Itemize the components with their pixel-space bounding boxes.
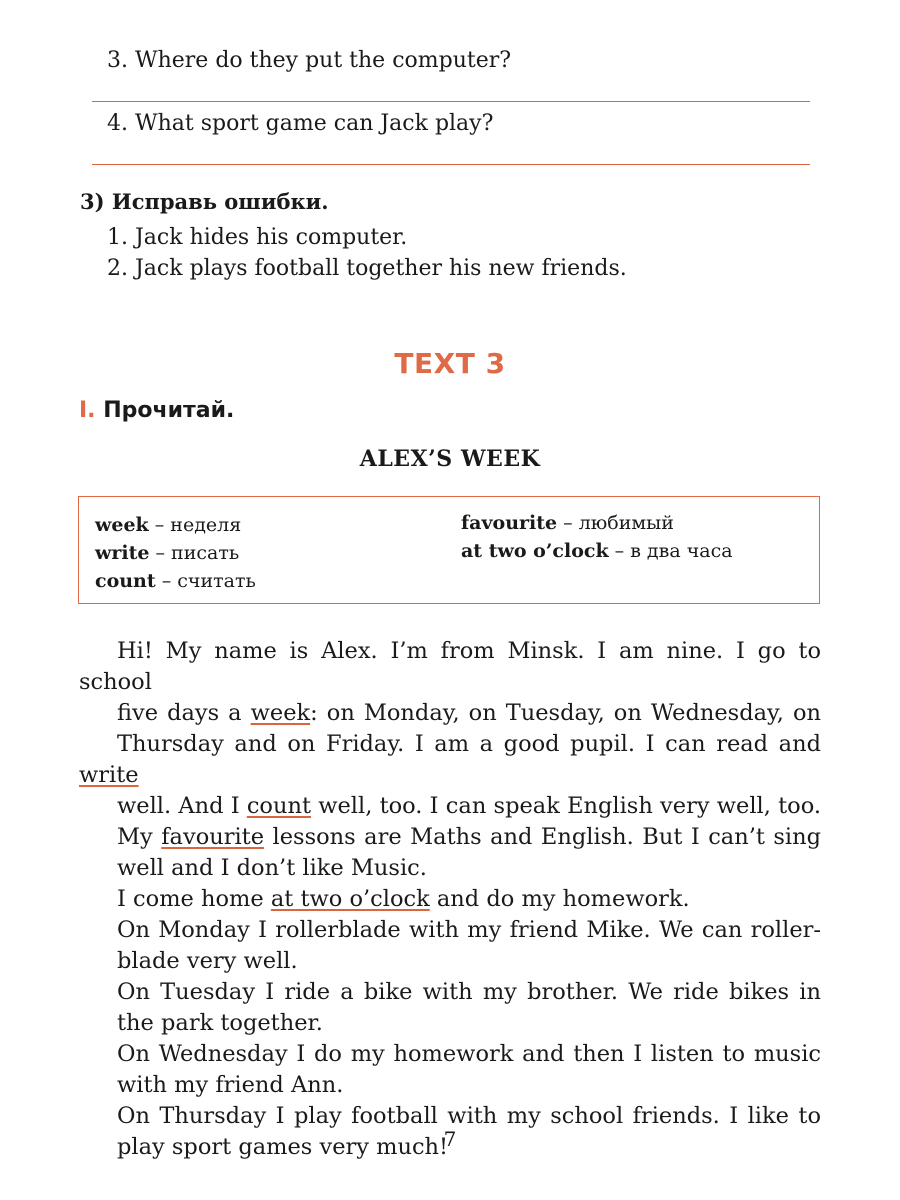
vocab-translation: – неделя xyxy=(148,514,242,536)
vocab-translation: – писать xyxy=(149,542,240,564)
story-line: play sport games very much! xyxy=(117,1134,449,1160)
story-line: well. And I count well, too. I can speak English very well, too. xyxy=(117,793,821,819)
story-body xyxy=(79,636,821,1163)
vocab-highlight-count: count xyxy=(246,793,311,819)
task-3-heading: 3) Исправь ошибки. xyxy=(80,189,329,214)
vocab-entry xyxy=(95,541,239,565)
correction-item-1: 1. Jack hides his computer. xyxy=(107,225,408,250)
answer-line-3[interactable] xyxy=(92,101,810,102)
story-line: On Thursday I play football with my school friends. I like to xyxy=(117,1103,821,1129)
story-line: five days a week: on Monday, on Tuesday, on Wednesday, on xyxy=(117,700,821,726)
story-paragraph xyxy=(79,977,821,1039)
story-paragraph xyxy=(79,915,821,977)
story-line: On Monday I rollerblade with my friend Mike. We can roller- xyxy=(117,917,821,943)
story-paragraph xyxy=(79,884,821,915)
vocab-entry xyxy=(95,569,256,593)
story-line: I come home at two o’clock and do my homework. xyxy=(117,886,690,912)
vocab-word: at two o’clock xyxy=(461,540,609,562)
vocab-word: count xyxy=(95,570,156,592)
page-number: 7 xyxy=(443,1127,457,1151)
vocab-translation: – в два часа xyxy=(608,540,733,562)
story-line: On Wednesday I do my homework and then I listen to music xyxy=(117,1041,821,1067)
story-line: Thursday and on Friday. I am a good pupil. I can read and write xyxy=(79,731,821,788)
answer-line-4[interactable] xyxy=(92,164,810,165)
story-line: My favourite lessons are Maths and English. But I can’t sing xyxy=(117,824,822,850)
vocabulary-box xyxy=(78,496,820,604)
vocab-word: write xyxy=(95,542,150,564)
vocab-highlight-week: week xyxy=(250,700,311,726)
story-line: well and I don’t like Music. xyxy=(117,855,427,881)
section-title: TEXT 3 xyxy=(394,347,506,380)
vocab-highlight-write: write xyxy=(79,762,139,788)
story-line: blade very well. xyxy=(117,948,298,974)
question-3: 3. Where do they put the computer? xyxy=(107,48,512,73)
vocab-highlight-favourite: favourite xyxy=(161,824,265,850)
vocab-highlight-time: at two o’clock xyxy=(270,886,430,912)
vocab-word: favourite xyxy=(461,512,558,534)
correction-item-2: 2. Jack plays football together his new friends. xyxy=(107,256,627,281)
read-task-heading xyxy=(79,398,234,423)
story-line: with my friend Ann. xyxy=(117,1072,344,1098)
vocab-word: week xyxy=(95,514,149,536)
vocab-entry xyxy=(461,539,733,563)
task-number: I. xyxy=(79,398,96,423)
vocab-entry xyxy=(461,511,674,535)
task-label: Прочитай. xyxy=(103,398,235,423)
story-paragraph xyxy=(79,1039,821,1101)
story-title: ALEX’S WEEK xyxy=(359,446,541,472)
story-line: On Tuesday I ride a bike with my brother. We ride bikes in xyxy=(117,979,821,1005)
story-paragraph xyxy=(79,636,821,884)
vocab-translation: – любимый xyxy=(557,512,674,534)
story-line: the park together. xyxy=(117,1010,323,1036)
vocab-entry xyxy=(95,513,241,537)
story-line: Hi! My name is Alex. I’m from Minsk. I am nine. I go to school xyxy=(79,638,821,695)
vocab-translation: – считать xyxy=(155,570,256,592)
question-4: 4. What sport game can Jack play? xyxy=(107,111,494,136)
